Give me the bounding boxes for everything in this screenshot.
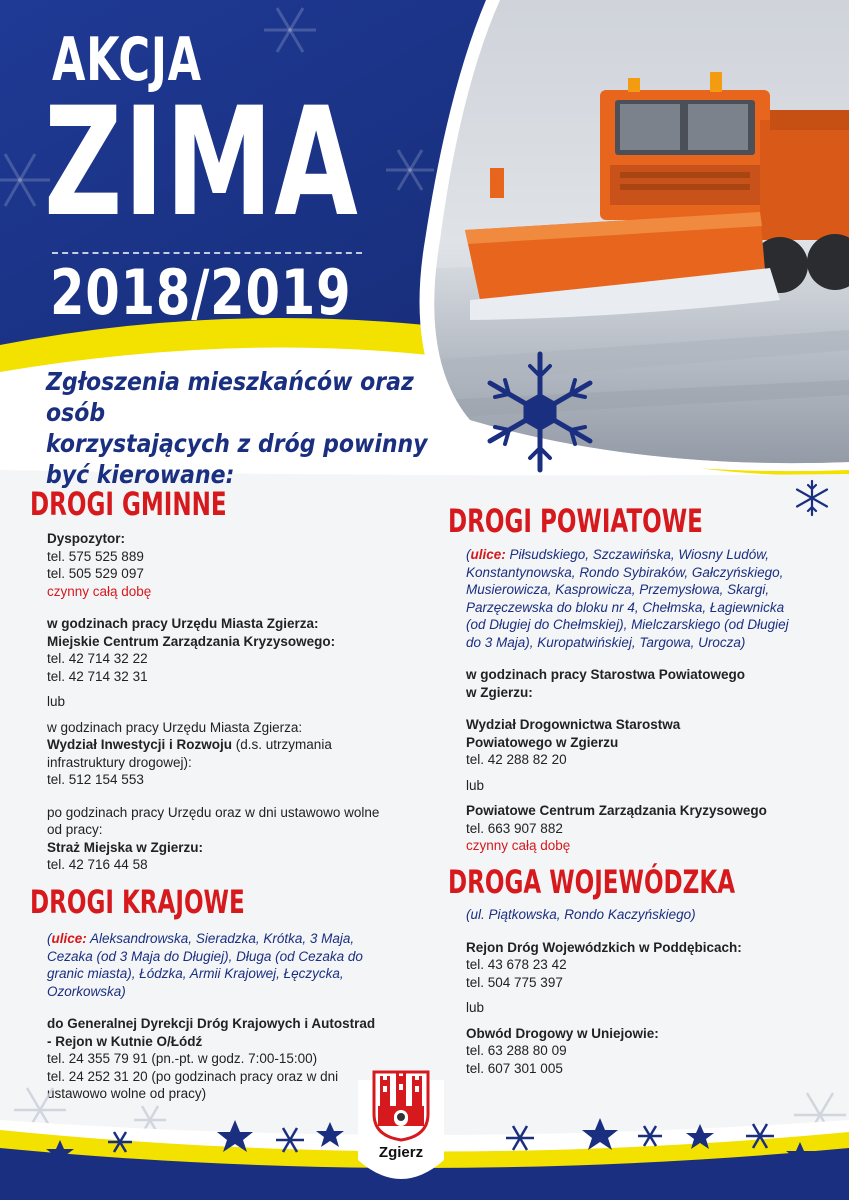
district-name: Rejon Dróg Wojewódzkich w Poddębicach: (466, 939, 742, 955)
snowflake-icon (792, 478, 832, 518)
department-name: Wydział Drogownictwa Starostwa (466, 717, 681, 732)
branch-name: Obwód Drogowy w Uniejowie: (466, 1025, 659, 1041)
streets-list: Musierowicza, Kasprowicza, Przemysłowa, Skargi, (466, 582, 770, 597)
city-guard-name: Straż Miejska w Zgierzu: (47, 839, 204, 855)
phone-number: tel. 504 775 397 (466, 974, 563, 990)
department-name: Powiatowego w Zgierzu (466, 734, 619, 750)
city-name: Zgierz (378, 1144, 424, 1161)
powiatowe-contacts: (ulice: Piłsudskiego, Szczawińska, Wiosny Ludów, Konstantynowska, Rondo Sybiraków, Gałczyńskiego, Musierowicza, Kasprowicza, Przemysłowa, Skargi, Parzęczewska do bloku nr 4, Chełmska, Łagiewnicka (od Długiej do Chełmskiej), Mielczarskiego (od Długiej do 3 Maja), Kuropatwińskiej, Targowa, Urocza) w godzinach pracy Starostwa Powiatowego w Zgierzu: Wydział Drogownictwa Starostwa Powiatowego w Zgierzu tel. 42 288 82 20 lub Powiatowe Centrum Zarządzania Kryzysowego tel. 663 907 882 czynny całą dobę (466, 546, 836, 855)
phone-number: tel. 607 301 005 (466, 1060, 563, 1076)
title-divider (52, 252, 362, 254)
phone-number: tel. 63 288 80 09 (466, 1043, 567, 1058)
phone-number: tel. 663 907 882 (466, 820, 563, 836)
title-akcja: AKCJA (52, 25, 202, 95)
phone-number: tel. 512 154 553 (47, 772, 144, 787)
phone-note: ustawowo wolne od pracy) (47, 1086, 207, 1101)
dispatcher-label: Dyspozytor: (47, 531, 126, 546)
streets-list: (od Długiej do Chełmskiej), Mielczarskiego (od Długiej (466, 617, 789, 632)
office-hours-label: w godzinach pracy Urzędu Miasta Zgierza: (47, 719, 303, 735)
crisis-center-name: Miejskie Centrum Zarządzania Kryzysowego: (47, 633, 336, 649)
subtitle (46, 366, 433, 490)
phone-number: tel. 42 716 44 58 (47, 857, 148, 872)
after-hours-label: od pracy: (47, 822, 103, 837)
phone-number: tel. 42 714 32 22 (47, 651, 148, 666)
subtitle-line: korzystających z dróg powinny (46, 429, 428, 458)
section-title-gminne: DROGI GMINNE (30, 485, 227, 523)
section-title-krajowe: DROGI KRAJOWE (30, 883, 245, 921)
after-hours-label: po godzinach pracy Urzędu oraz w dni ustawowo wolne (47, 804, 380, 820)
streets-list: Ozorkowska) (47, 983, 126, 999)
streets-list: do 3 Maja), Kuropatwińskiej, Targowa, Urocza) (466, 634, 746, 650)
department-note: infrastruktury drogowej): (47, 754, 192, 770)
phone-number: tel. 42 714 32 31 (47, 668, 148, 684)
streets-label: ulice: (51, 931, 87, 946)
phone-number: tel. 43 678 23 42 (466, 957, 567, 972)
department-name: Wydział Inwestycji i Rozwoju (47, 737, 233, 752)
availability-note: czynny całą dobę (47, 583, 152, 599)
or-separator: lub (466, 1000, 485, 1015)
zgierz-coat-of-arms-icon (372, 1070, 430, 1142)
gminne-contacts (47, 530, 417, 874)
authority-name: do Generalnej Dyrekcji Dróg Krajowych i Autostrad (47, 1016, 376, 1031)
phone-number: tel. 24 252 31 20 (po godzinach pracy oraz w dni (47, 1068, 339, 1084)
phone-number: tel. 42 288 82 20 (466, 752, 567, 767)
title-zima: ZIMA (44, 76, 360, 250)
phone-number: tel. 505 529 097 (47, 566, 144, 581)
streets-list: granic miasta), Łódzka, Armii Krajowej, Łęczycka, (47, 966, 344, 981)
streets-list: Aleksandrowska, Sieradzka, Krótka, 3 Maja, (86, 931, 355, 946)
streets-list: Piłsudskiego, Szczawińska, Wiosny Ludów, (505, 547, 770, 562)
authority-name: - Rejon w Kutnie O/Łódź (47, 1033, 203, 1049)
subtitle-line: Zgłoszenia mieszkańców oraz osób (46, 367, 414, 427)
department-note: (d.s. utrzymania (232, 737, 332, 752)
office-hours-label: w godzinach pracy Starostwa Powiatowego (466, 667, 746, 682)
season-year: 2018/2019 (50, 256, 352, 329)
wojewodzka-contacts (466, 906, 836, 1077)
phone-number: tel. 575 525 889 (47, 548, 144, 564)
section-title-wojewodzka: DROGA WOJEWÓDZKA (448, 863, 736, 901)
section-title-powiatowe: DROGI POWIATOWE (448, 502, 703, 540)
streets-list: (ul. Piątkowska, Rondo Kaczyńskiego) (466, 907, 696, 922)
or-separator: lub (466, 777, 485, 793)
streets-label: ulice: (470, 547, 506, 562)
availability-note: czynny całą dobę (466, 838, 571, 853)
phone-number: tel. 24 355 79 91 (pn.-pt. w godz. 7:00-15:00) (47, 1051, 318, 1066)
streets-list: Konstantynowska, Rondo Sybiraków, Gałczyńskiego, (466, 564, 784, 580)
or-separator: lub (47, 694, 66, 709)
streets-list: Parzęczewska do bloku nr 4, Chełmska, Łagiewnicka (466, 599, 785, 615)
office-hours-label: w godzinach pracy Urzędu Miasta Zgierza: (47, 616, 319, 631)
streets-list: Cezaka (od 3 Maja do Długiej), Długa (od Cezaka do (47, 948, 363, 964)
office-hours-label: w Zgierzu: (466, 684, 533, 700)
krajowe-contacts: (ulice: Aleksandrowska, Sieradzka, Krótka, 3 Maja, Cezaka (od 3 Maja do Długiej), Długa (od Cezaka do granic miasta), Łódzka, Armii Krajowej, Łęczycka, Ozorkowska) do Generalnej Dyrekcji Dróg Krajowych i Autostrad - Rejon w Kutnie O/Łódź tel. 24 355 79 91 (pn.-pt. w godz. 7:00-15:00) tel. 24 252 31 20 (po godzinach pracy oraz w dni ustawowo wolne od pracy) (47, 930, 427, 1103)
crisis-center-name: Powiatowe Centrum Zarządzania Kryzysowego (466, 803, 767, 818)
subtitle-line: być kierowane: (46, 460, 235, 489)
